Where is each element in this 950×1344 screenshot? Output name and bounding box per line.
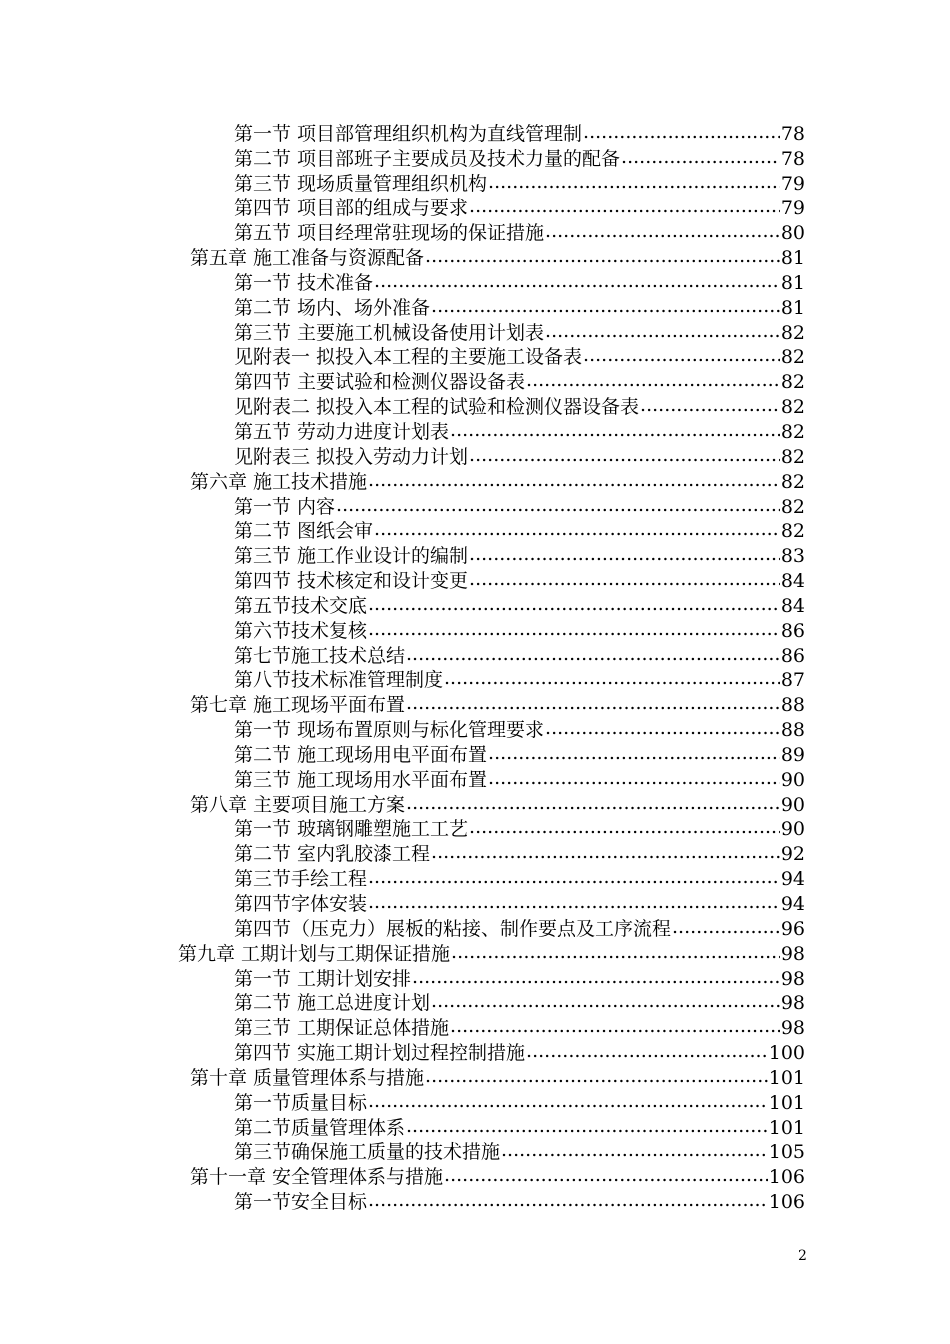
toc-entry-page: 82 xyxy=(780,396,805,419)
dot-leader xyxy=(406,691,780,715)
toc-entry-title: 第四节 技术核定和设计变更 xyxy=(234,570,469,593)
toc-chapter-entry[interactable] xyxy=(0,941,950,966)
dot-leader xyxy=(368,890,780,914)
toc-entry-title: 第十章 质量管理体系与措施 xyxy=(190,1066,425,1089)
toc-section-entry[interactable] xyxy=(0,543,950,568)
toc-entry-title: 第六节技术复核 xyxy=(234,619,368,642)
toc-entry-page: 79 xyxy=(780,172,805,195)
toc-entry-page: 82 xyxy=(780,445,805,468)
toc-entry-page: 90 xyxy=(780,793,805,816)
dot-leader xyxy=(672,915,780,939)
toc-section-entry[interactable] xyxy=(0,1015,950,1040)
toc-entry-title: 第八章 主要项目施工方案 xyxy=(190,793,406,816)
toc-entry-title: 第四节 主要试验和检测仪器设备表 xyxy=(234,371,526,394)
dot-leader xyxy=(488,170,780,194)
toc-section-entry[interactable] xyxy=(0,369,950,394)
dot-leader xyxy=(431,989,780,1013)
toc-entry-title: 第七节施工技术总结 xyxy=(234,644,406,667)
dot-leader xyxy=(406,1114,768,1138)
toc-entry-title: 第一节安全目标 xyxy=(234,1191,368,1214)
dot-leader xyxy=(469,567,780,591)
toc-entry-page: 94 xyxy=(780,868,805,891)
toc-section-entry[interactable] xyxy=(0,1189,950,1214)
toc-chapter-entry[interactable] xyxy=(0,692,950,717)
toc-entry-page: 79 xyxy=(780,197,805,220)
toc-entry-page: 82 xyxy=(780,321,805,344)
dot-leader xyxy=(526,1039,768,1063)
toc-entry-title: 第八节技术标准管理制度 xyxy=(234,669,444,692)
toc-entry-page: 82 xyxy=(780,520,805,543)
dot-leader xyxy=(583,120,780,144)
toc-entry-page: 86 xyxy=(780,644,805,667)
dot-leader xyxy=(488,741,780,765)
dot-leader xyxy=(640,393,780,417)
toc-entry-page: 96 xyxy=(780,917,805,940)
dot-leader xyxy=(545,319,780,343)
dot-leader xyxy=(368,617,780,641)
toc-chapter-entry[interactable] xyxy=(0,469,950,494)
toc-entry-title: 第二节 项目部班子主要成员及技术力量的配备 xyxy=(234,147,621,170)
dot-leader xyxy=(488,766,780,790)
page-number: 2 xyxy=(798,1248,807,1264)
toc-section-entry[interactable] xyxy=(0,519,950,544)
toc-entry-page: 105 xyxy=(768,1141,805,1164)
toc-chapter-entry[interactable] xyxy=(0,1065,950,1090)
dot-leader xyxy=(444,666,780,690)
dot-leader xyxy=(501,1138,768,1162)
toc-section-entry[interactable] xyxy=(0,817,950,842)
dot-leader xyxy=(406,791,780,815)
toc-section-entry[interactable] xyxy=(0,494,950,519)
dot-leader xyxy=(336,493,780,517)
toc-entry-title: 第三节手绘工程 xyxy=(234,868,368,891)
toc-section-entry[interactable] xyxy=(0,220,950,245)
dot-leader xyxy=(450,418,780,442)
toc-section-entry[interactable] xyxy=(0,419,950,444)
toc-entry-page: 82 xyxy=(780,420,805,443)
toc-entry-title: 第一节 工期计划安排 xyxy=(234,967,412,990)
toc-entry-title: 第四节 项目部的组成与要求 xyxy=(234,197,469,220)
toc-entry-title: 第一节 现场布置原则与标化管理要求 xyxy=(234,719,545,742)
toc-entry-title: 第四节 实施工期计划过程控制措施 xyxy=(234,1042,526,1065)
toc-entry-page: 98 xyxy=(780,1017,805,1040)
toc-entry-title: 第三节 工期保证总体措施 xyxy=(234,1017,450,1040)
toc-section-entry[interactable] xyxy=(0,121,950,146)
toc-entry-title: 第一节 技术准备 xyxy=(234,271,374,294)
toc-entry-page: 101 xyxy=(768,1116,805,1139)
toc-section-entry[interactable] xyxy=(0,1040,950,1065)
toc-entry-title: 第三节 施工现场用水平面布置 xyxy=(234,768,488,791)
toc-section-entry[interactable] xyxy=(0,866,950,891)
toc-entry-title: 第十一章 安全管理体系与措施 xyxy=(190,1166,444,1189)
toc-entry-title: 见附表一 拟投入本工程的主要施工设备表 xyxy=(234,346,583,369)
toc-section-entry[interactable] xyxy=(0,618,950,643)
toc-section-entry[interactable] xyxy=(0,444,950,469)
toc-entry-page: 87 xyxy=(780,669,805,692)
toc-section-entry[interactable] xyxy=(0,593,950,618)
toc-entry-page: 98 xyxy=(780,967,805,990)
toc-section-entry[interactable] xyxy=(0,394,950,419)
dot-leader xyxy=(368,592,780,616)
toc-entry-page: 78 xyxy=(780,122,805,145)
dot-leader xyxy=(621,145,780,169)
toc-section-entry[interactable] xyxy=(0,742,950,767)
toc-entry-page: 82 xyxy=(780,371,805,394)
toc-entry-page: 84 xyxy=(780,594,805,617)
toc-section-entry[interactable] xyxy=(0,767,950,792)
dot-leader xyxy=(469,542,780,566)
toc-entry-page: 80 xyxy=(780,222,805,245)
toc-entry-page: 83 xyxy=(780,545,805,568)
toc-entry-page: 89 xyxy=(780,743,805,766)
toc-entry-title: 第四节（压克力）展板的粘接、制作要点及工序流程 xyxy=(234,917,672,940)
toc-section-entry[interactable] xyxy=(0,1090,950,1115)
dot-leader xyxy=(451,940,780,964)
toc-section-entry[interactable] xyxy=(0,991,950,1016)
table-of-contents xyxy=(0,121,950,1214)
toc-section-entry[interactable] xyxy=(0,345,950,370)
toc-entry-title: 第九章 工期计划与工期保证措施 xyxy=(178,942,451,965)
dot-leader xyxy=(406,642,780,666)
toc-entry-title: 第一节 项目部管理组织机构为直线管理制 xyxy=(234,122,583,145)
dot-leader xyxy=(526,368,780,392)
dot-leader xyxy=(412,965,780,989)
dot-leader xyxy=(583,343,780,367)
toc-entry-page: 81 xyxy=(780,271,805,294)
toc-entry-title: 第二节 室内乳胶漆工程 xyxy=(234,843,431,866)
toc-entry-title: 第四节字体安装 xyxy=(234,893,368,915)
toc-section-entry[interactable] xyxy=(0,196,950,221)
toc-entry-title: 第二节 场内、场外准备 xyxy=(234,296,431,319)
toc-entry-page: 101 xyxy=(768,1091,805,1114)
dot-leader xyxy=(368,468,780,492)
dot-leader xyxy=(450,1014,780,1038)
toc-entry-page: 92 xyxy=(780,843,805,866)
toc-section-entry[interactable] xyxy=(0,717,950,742)
dot-leader xyxy=(368,1188,768,1212)
toc-section-entry[interactable] xyxy=(0,643,950,668)
dot-leader xyxy=(374,517,780,541)
toc-entry-title: 第六章 施工技术措施 xyxy=(190,470,368,493)
toc-entry-title: 第一节 内容 xyxy=(234,495,336,518)
toc-entry-title: 见附表三 拟投入劳动力计划 xyxy=(234,445,469,468)
toc-entry-title: 见附表二 拟投入本工程的试验和检测仪器设备表 xyxy=(234,396,640,419)
toc-section-entry[interactable] xyxy=(0,668,950,693)
toc-entry-page: 84 xyxy=(780,570,805,593)
dot-leader xyxy=(469,443,780,467)
toc-entry-page: 88 xyxy=(780,719,805,742)
toc-section-entry[interactable] xyxy=(0,1140,950,1165)
toc-section-entry[interactable] xyxy=(0,891,950,916)
toc-chapter-entry[interactable] xyxy=(0,792,950,817)
toc-entry-title: 第一节质量目标 xyxy=(234,1091,368,1114)
toc-entry-title: 第五章 施工准备与资源配备 xyxy=(190,247,425,270)
toc-section-entry[interactable] xyxy=(0,916,950,941)
toc-entry-page: 101 xyxy=(768,1066,805,1089)
dot-leader xyxy=(545,716,780,740)
toc-entry-title: 第二节 施工总进度计划 xyxy=(234,992,431,1015)
toc-entry-page: 98 xyxy=(780,942,805,965)
toc-section-entry[interactable] xyxy=(0,146,950,171)
toc-entry-page: 98 xyxy=(780,992,805,1015)
toc-entry-title: 第三节确保施工质量的技术措施 xyxy=(234,1141,501,1164)
dot-leader xyxy=(368,865,780,889)
toc-entry-title: 第三节 主要施工机械设备使用计划表 xyxy=(234,321,545,344)
dot-leader xyxy=(374,269,780,293)
dot-leader xyxy=(545,219,780,243)
toc-entry-title: 第二节质量管理体系 xyxy=(234,1116,406,1139)
toc-entry-title: 第三节 现场质量管理组织机构 xyxy=(234,172,488,195)
toc-entry-title: 第五节 项目经理常驻现场的保证措施 xyxy=(234,222,545,245)
dot-leader xyxy=(425,244,780,268)
dot-leader xyxy=(431,840,780,864)
toc-entry-page: 81 xyxy=(780,247,805,270)
toc-entry-page: 82 xyxy=(780,495,805,518)
dot-leader xyxy=(469,194,780,218)
toc-entry-page: 94 xyxy=(780,893,805,915)
toc-entry-page: 106 xyxy=(768,1191,805,1214)
toc-section-entry[interactable] xyxy=(0,966,950,991)
toc-entry-title: 第三节 施工作业设计的编制 xyxy=(234,545,469,568)
dot-leader xyxy=(425,1064,768,1088)
toc-section-entry[interactable] xyxy=(0,841,950,866)
toc-entry-title: 第一节 玻璃钢雕塑施工工艺 xyxy=(234,818,469,841)
dot-leader xyxy=(444,1163,768,1187)
toc-entry-page: 81 xyxy=(780,296,805,319)
toc-section-entry[interactable] xyxy=(0,295,950,320)
toc-entry-title: 第五节 劳动力进度计划表 xyxy=(234,420,450,443)
toc-chapter-entry[interactable] xyxy=(0,1164,950,1189)
toc-entry-title: 第二节 图纸会审 xyxy=(234,520,374,543)
toc-entry-title: 第七章 施工现场平面布置 xyxy=(190,694,406,717)
dot-leader xyxy=(431,294,780,318)
toc-entry-page: 86 xyxy=(780,619,805,642)
toc-section-entry[interactable] xyxy=(0,1115,950,1140)
toc-section-entry[interactable] xyxy=(0,568,950,593)
toc-chapter-entry[interactable] xyxy=(0,245,950,270)
dot-leader xyxy=(469,815,780,839)
toc-entry-title: 第二节 施工现场用电平面布置 xyxy=(234,743,488,766)
toc-entry-page: 88 xyxy=(780,694,805,717)
toc-entry-page: 90 xyxy=(780,818,805,841)
toc-entry-page: 106 xyxy=(768,1166,805,1189)
toc-section-entry[interactable] xyxy=(0,320,950,345)
toc-entry-page: 100 xyxy=(768,1042,805,1065)
toc-entry-page: 82 xyxy=(780,346,805,369)
toc-entry-page: 78 xyxy=(780,147,805,170)
dot-leader xyxy=(368,1089,768,1113)
toc-entry-page: 82 xyxy=(780,470,805,493)
toc-entry-page: 90 xyxy=(780,768,805,791)
toc-section-entry[interactable] xyxy=(0,171,950,196)
toc-section-entry[interactable] xyxy=(0,270,950,295)
toc-entry-title: 第五节技术交底 xyxy=(234,594,368,617)
